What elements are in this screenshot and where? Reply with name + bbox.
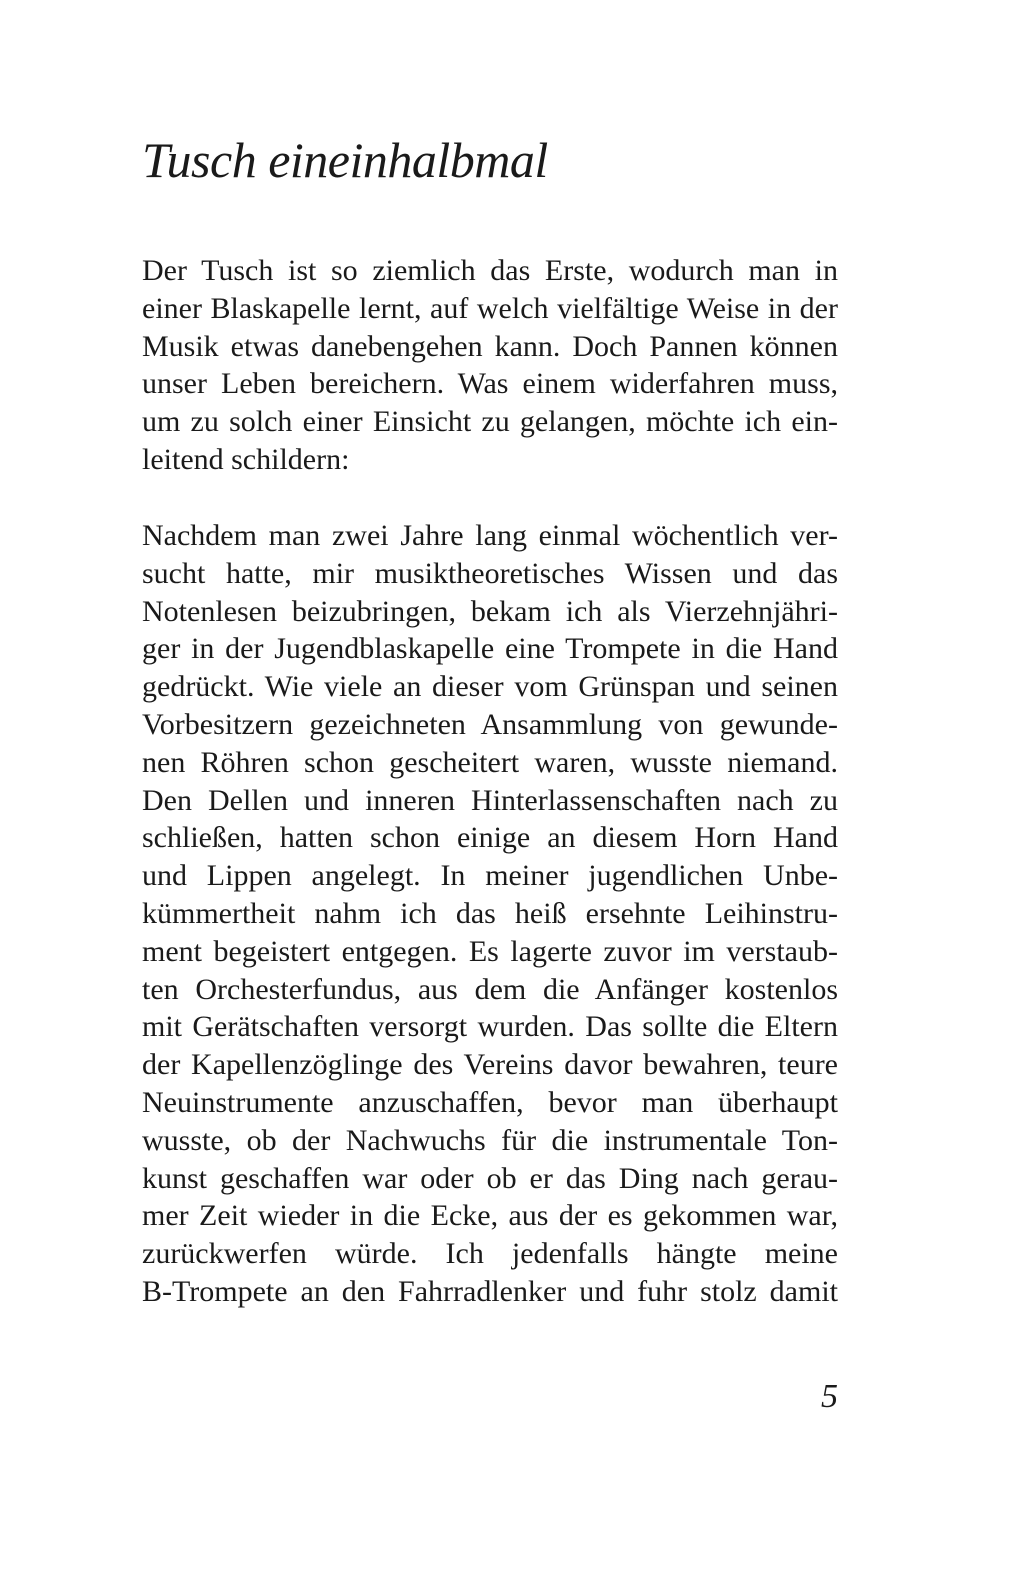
text-line: Neuinstrumente anzuschaffen, bevor man überhaupt [142,1085,838,1119]
text-line: Musik etwas danebengehen kann. Doch Pannen können [142,329,838,363]
text-line: kümmertheit nahm ich das heiß ersehnte Leihinstru- [142,896,838,930]
text-line: Der Tusch ist so ziemlich das Erste, wodurch man in [142,254,838,287]
text-line: unser Leben bereichern. Was einem widerfahren muss, [142,367,838,401]
text-line: mer Zeit wieder in die Ecke, aus der es gekommen war, [142,1199,838,1233]
page-number: 5 [821,1378,838,1415]
text-line: nen Röhren schon gescheitert waren, wusste niemand. [142,745,838,779]
text-line: gedrückt. Wie viele an dieser vom Grünspan und seinen [142,670,838,704]
text-line: wusste, ob der Nachwuchs für die instrumentale Ton- [142,1123,838,1157]
text-line: Vorbesitzern gezeichneten Ansammlung von gewunde- [142,707,838,741]
text-line: der Kapellenzöglinge des Vereins davor bewahren, teure [142,1048,838,1082]
text-line: Notenlesen beizubringen, bekam ich als Vierzehnjähri- [142,594,838,628]
text-line: sucht hatte, mir musiktheoretisches Wissen und das [142,556,838,590]
text-line: mit Gerätschaften versorgt wurden. Das sollte die Eltern [142,1010,838,1044]
text-line: einer Blaskapelle lernt, auf welch vielfältige Weise in der [142,291,838,325]
text-line: kunst geschaffen war oder ob er das Ding nach gerau- [142,1161,838,1195]
text-line: B-Trompete an den Fahrradlenker und fuhr stolz damit [142,1274,838,1308]
text-line: ment begeistert entgegen. Es lagerte zuvor im verstaub- [142,934,838,968]
text-line: ten Orchesterfundus, aus dem die Anfänger kostenlos [142,972,838,1006]
text-line: um zu solch einer Einsicht zu gelangen, möchte ich ein- [142,405,838,439]
text-line: schließen, hatten schon einige an diesem Horn Hand [142,821,838,855]
text-line: leitend schildern: [142,442,350,476]
text-line: ger in der Jugendblaskapelle eine Trompete in die Hand [142,632,838,666]
paragraph [142,252,838,479]
text-line: zurückwerfen würde. Ich jedenfalls hängte meine [142,1237,838,1271]
text-line: Nachdem man zwei Jahre lang einmal wöchentlich ver- [142,519,838,552]
text-line: Den Dellen und inneren Hinterlassenschaften nach zu [142,783,838,817]
chapter-title: Tusch eineinhalbmal [142,132,548,188]
text-line: und Lippen angelegt. In meiner jugendlichen Unbe- [142,859,838,893]
paragraph [142,517,838,1311]
